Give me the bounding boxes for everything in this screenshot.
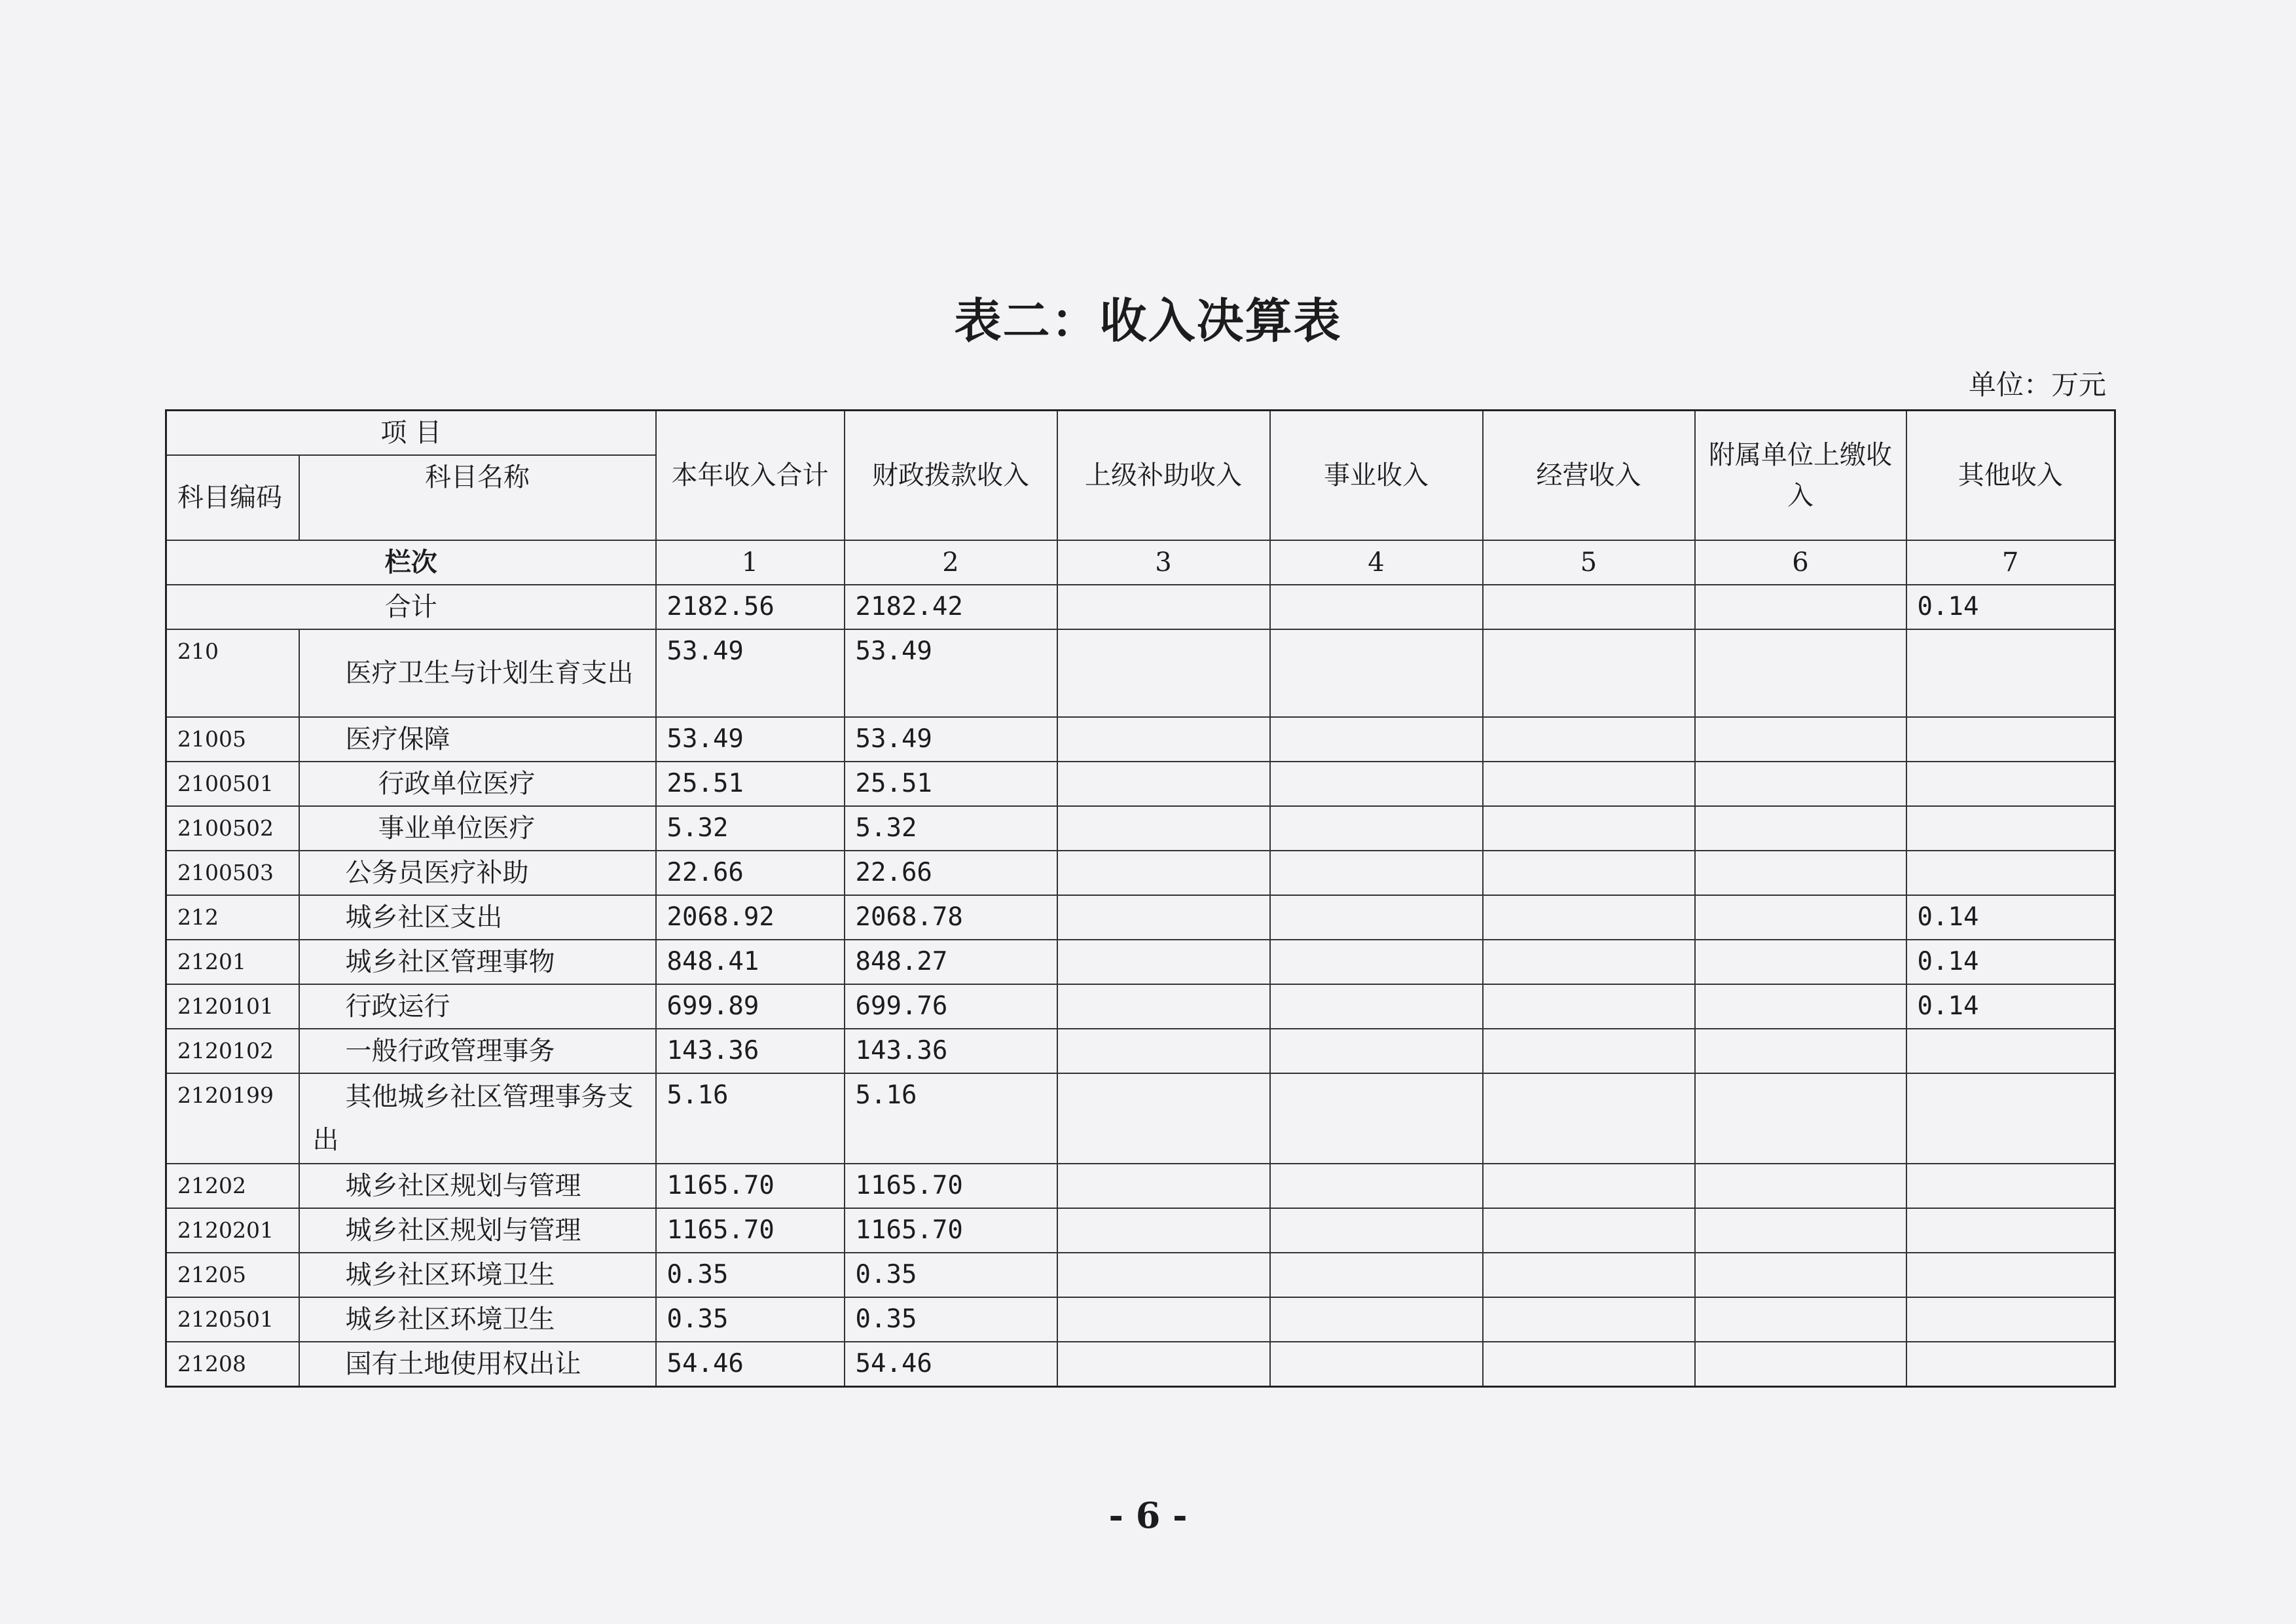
amount-cell: 53.49 — [656, 717, 845, 762]
amount-cell — [1483, 1029, 1695, 1073]
subject-name: 行政运行 — [299, 984, 656, 1029]
amount-cell — [1483, 1208, 1695, 1253]
unit-label: 单位：万元 — [1968, 369, 2106, 401]
subject-code: 2120101 — [166, 984, 299, 1029]
subject-code: 2100502 — [166, 806, 299, 851]
amount-cell: 5.32 — [656, 806, 845, 851]
amount-cell: 2068.78 — [845, 895, 1057, 940]
amount-cell — [1695, 1164, 1906, 1208]
table-row — [166, 851, 2115, 895]
amount-cell — [1906, 851, 2115, 895]
amount-cell: 0.35 — [845, 1253, 1057, 1297]
amount-cell — [1057, 629, 1270, 717]
amount-cell — [1270, 629, 1483, 717]
amount-cell — [1483, 806, 1695, 851]
amount-cell — [1483, 1253, 1695, 1297]
table-row — [166, 1253, 2115, 1297]
amount-cell: 53.49 — [845, 629, 1057, 717]
amount-cell — [1270, 1029, 1483, 1073]
total-value — [1057, 585, 1270, 629]
amount-cell — [1057, 895, 1270, 940]
subject-name: 城乡社区环境卫生 — [299, 1253, 656, 1297]
amount-cell — [1695, 806, 1906, 851]
data-rows — [166, 629, 2115, 1387]
amount-cell: 5.32 — [845, 806, 1057, 851]
amount-cell: 22.66 — [845, 851, 1057, 895]
amount-cell — [1057, 1073, 1270, 1164]
subject-name: 国有土地使用权出让 — [299, 1342, 656, 1387]
header-code: 科目编码 — [166, 455, 299, 540]
subject-name: 一般行政管理事务 — [299, 1029, 656, 1073]
amount-cell — [1483, 895, 1695, 940]
subject-name: 医疗保障 — [299, 717, 656, 762]
subject-code: 21202 — [166, 1164, 299, 1208]
amount-cell — [1270, 717, 1483, 762]
amount-cell — [1906, 717, 2115, 762]
amount-cell — [1057, 762, 1270, 806]
total-value — [1270, 585, 1483, 629]
amount-cell — [1483, 762, 1695, 806]
amount-cell: 0.35 — [656, 1253, 845, 1297]
subject-code: 212 — [166, 895, 299, 940]
amount-cell — [1695, 762, 1906, 806]
subject-name: 城乡社区规划与管理 — [299, 1208, 656, 1253]
amount-cell: 0.35 — [845, 1297, 1057, 1342]
column-number: 4 — [1270, 540, 1483, 585]
amount-cell: 54.46 — [845, 1342, 1057, 1387]
amount-cell: 143.36 — [656, 1029, 845, 1073]
header-name: 科目名称 — [299, 455, 656, 540]
amount-cell — [1695, 1297, 1906, 1342]
amount-cell — [1483, 1073, 1695, 1164]
table-row — [166, 806, 2115, 851]
header-col-total: 本年收入合计 — [656, 411, 845, 541]
subject-code: 210 — [166, 629, 299, 717]
subject-name: 其他城乡社区管理事务支出 — [299, 1073, 656, 1164]
amount-cell: 5.16 — [656, 1073, 845, 1164]
amount-cell — [1695, 1029, 1906, 1073]
subject-name: 事业单位医疗 — [299, 806, 656, 851]
amount-cell — [1483, 851, 1695, 895]
total-value: 0.14 — [1906, 585, 2115, 629]
column-row-label: 栏次 — [166, 540, 656, 585]
table-row — [166, 1029, 2115, 1073]
amount-cell — [1057, 1342, 1270, 1387]
header-col-business: 事业收入 — [1270, 411, 1483, 541]
income-statement-table — [165, 409, 2116, 1388]
amount-cell — [1695, 1253, 1906, 1297]
table-row — [166, 1164, 2115, 1208]
amount-cell: 25.51 — [656, 762, 845, 806]
amount-cell: 2068.92 — [656, 895, 845, 940]
amount-cell — [1483, 940, 1695, 984]
amount-cell — [1270, 895, 1483, 940]
subject-code: 2120199 — [166, 1073, 299, 1164]
amount-cell — [1906, 1208, 2115, 1253]
table-row — [166, 895, 2115, 940]
amount-cell — [1906, 762, 2115, 806]
amount-cell — [1057, 1208, 1270, 1253]
amount-cell: 1165.70 — [656, 1164, 845, 1208]
amount-cell — [1483, 984, 1695, 1029]
amount-cell — [1695, 940, 1906, 984]
amount-cell: 53.49 — [656, 629, 845, 717]
subject-code: 21205 — [166, 1253, 299, 1297]
subject-name: 城乡社区管理事物 — [299, 940, 656, 984]
amount-cell: 699.76 — [845, 984, 1057, 1029]
amount-cell — [1270, 1297, 1483, 1342]
amount-cell — [1483, 1164, 1695, 1208]
table-row — [166, 762, 2115, 806]
total-label: 合计 — [166, 585, 656, 629]
amount-cell — [1906, 1253, 2115, 1297]
table-row — [166, 1297, 2115, 1342]
amount-cell: 53.49 — [845, 717, 1057, 762]
page-title: 表二：收入决算表 — [954, 293, 1342, 348]
total-value — [1483, 585, 1695, 629]
subject-code: 21005 — [166, 717, 299, 762]
amount-cell: 0.35 — [656, 1297, 845, 1342]
amount-cell — [1270, 1342, 1483, 1387]
amount-cell: 0.14 — [1906, 940, 2115, 984]
amount-cell — [1057, 984, 1270, 1029]
amount-cell — [1057, 851, 1270, 895]
table-row — [166, 984, 2115, 1029]
header-col-affiliate: 附属单位上缴收入 — [1695, 411, 1906, 541]
table-row — [166, 940, 2115, 984]
total-value: 2182.42 — [845, 585, 1057, 629]
amount-cell — [1270, 1164, 1483, 1208]
subject-name: 城乡社区支出 — [299, 895, 656, 940]
table-row — [166, 1342, 2115, 1387]
subject-code: 2120201 — [166, 1208, 299, 1253]
subject-name: 公务员医疗补助 — [299, 851, 656, 895]
amount-cell — [1906, 1297, 2115, 1342]
amount-cell — [1483, 629, 1695, 717]
amount-cell — [1695, 629, 1906, 717]
amount-cell — [1270, 1073, 1483, 1164]
subject-code: 21201 — [166, 940, 299, 984]
column-number: 3 — [1057, 540, 1270, 585]
amount-cell — [1906, 629, 2115, 717]
column-number: 7 — [1906, 540, 2115, 585]
amount-cell: 22.66 — [656, 851, 845, 895]
total-value — [1695, 585, 1906, 629]
amount-cell — [1270, 762, 1483, 806]
subject-code: 2100503 — [166, 851, 299, 895]
amount-cell — [1057, 717, 1270, 762]
subject-code: 2120102 — [166, 1029, 299, 1073]
amount-cell — [1270, 940, 1483, 984]
amount-cell — [1906, 1342, 2115, 1387]
amount-cell — [1695, 984, 1906, 1029]
amount-cell: 848.27 — [845, 940, 1057, 984]
amount-cell: 1165.70 — [845, 1208, 1057, 1253]
page-number: - 6 - — [1108, 1494, 1188, 1536]
amount-cell: 25.51 — [845, 762, 1057, 806]
amount-cell — [1270, 1208, 1483, 1253]
amount-cell: 0.14 — [1906, 984, 2115, 1029]
amount-cell — [1270, 984, 1483, 1029]
subject-name: 城乡社区规划与管理 — [299, 1164, 656, 1208]
amount-cell — [1695, 1073, 1906, 1164]
total-value: 2182.56 — [656, 585, 845, 629]
amount-cell: 848.41 — [656, 940, 845, 984]
amount-cell — [1057, 1164, 1270, 1208]
amount-cell: 699.89 — [656, 984, 845, 1029]
table-row — [166, 1073, 2115, 1164]
header-item: 项 目 — [166, 411, 656, 456]
amount-cell — [1906, 1029, 2115, 1073]
amount-cell — [1057, 1253, 1270, 1297]
header-col-other: 其他收入 — [1906, 411, 2115, 541]
amount-cell — [1057, 1297, 1270, 1342]
amount-cell: 1165.70 — [845, 1164, 1057, 1208]
table-row — [166, 629, 2115, 717]
subject-name: 城乡社区环境卫生 — [299, 1297, 656, 1342]
amount-cell — [1270, 1253, 1483, 1297]
column-number: 2 — [845, 540, 1057, 585]
subject-name: 医疗卫生与计划生育支出 — [299, 629, 656, 717]
amount-cell — [1695, 895, 1906, 940]
amount-cell — [1057, 806, 1270, 851]
subject-code: 21208 — [166, 1342, 299, 1387]
amount-cell — [1906, 1073, 2115, 1164]
table-row — [166, 717, 2115, 762]
total-row — [166, 585, 2115, 629]
amount-cell: 1165.70 — [656, 1208, 845, 1253]
amount-cell — [1057, 940, 1270, 984]
amount-cell: 0.14 — [1906, 895, 2115, 940]
subject-code: 2120501 — [166, 1297, 299, 1342]
amount-cell — [1270, 806, 1483, 851]
subject-code: 2100501 — [166, 762, 299, 806]
amount-cell — [1695, 717, 1906, 762]
amount-cell — [1906, 806, 2115, 851]
subject-name: 行政单位医疗 — [299, 762, 656, 806]
column-number: 1 — [656, 540, 845, 585]
amount-cell — [1057, 1029, 1270, 1073]
amount-cell: 54.46 — [656, 1342, 845, 1387]
column-number: 6 — [1695, 540, 1906, 585]
amount-cell — [1483, 1342, 1695, 1387]
amount-cell — [1695, 1208, 1906, 1253]
amount-cell — [1270, 851, 1483, 895]
header-col-fiscal: 财政拨款收入 — [845, 411, 1057, 541]
amount-cell: 143.36 — [845, 1029, 1057, 1073]
amount-cell — [1695, 1342, 1906, 1387]
column-number: 5 — [1483, 540, 1695, 585]
header-col-operating: 经营收入 — [1483, 411, 1695, 541]
amount-cell — [1695, 851, 1906, 895]
header-col-superior: 上级补助收入 — [1057, 411, 1270, 541]
table-row — [166, 1208, 2115, 1253]
amount-cell: 5.16 — [845, 1073, 1057, 1164]
amount-cell — [1906, 1164, 2115, 1208]
amount-cell — [1483, 1297, 1695, 1342]
amount-cell — [1483, 717, 1695, 762]
